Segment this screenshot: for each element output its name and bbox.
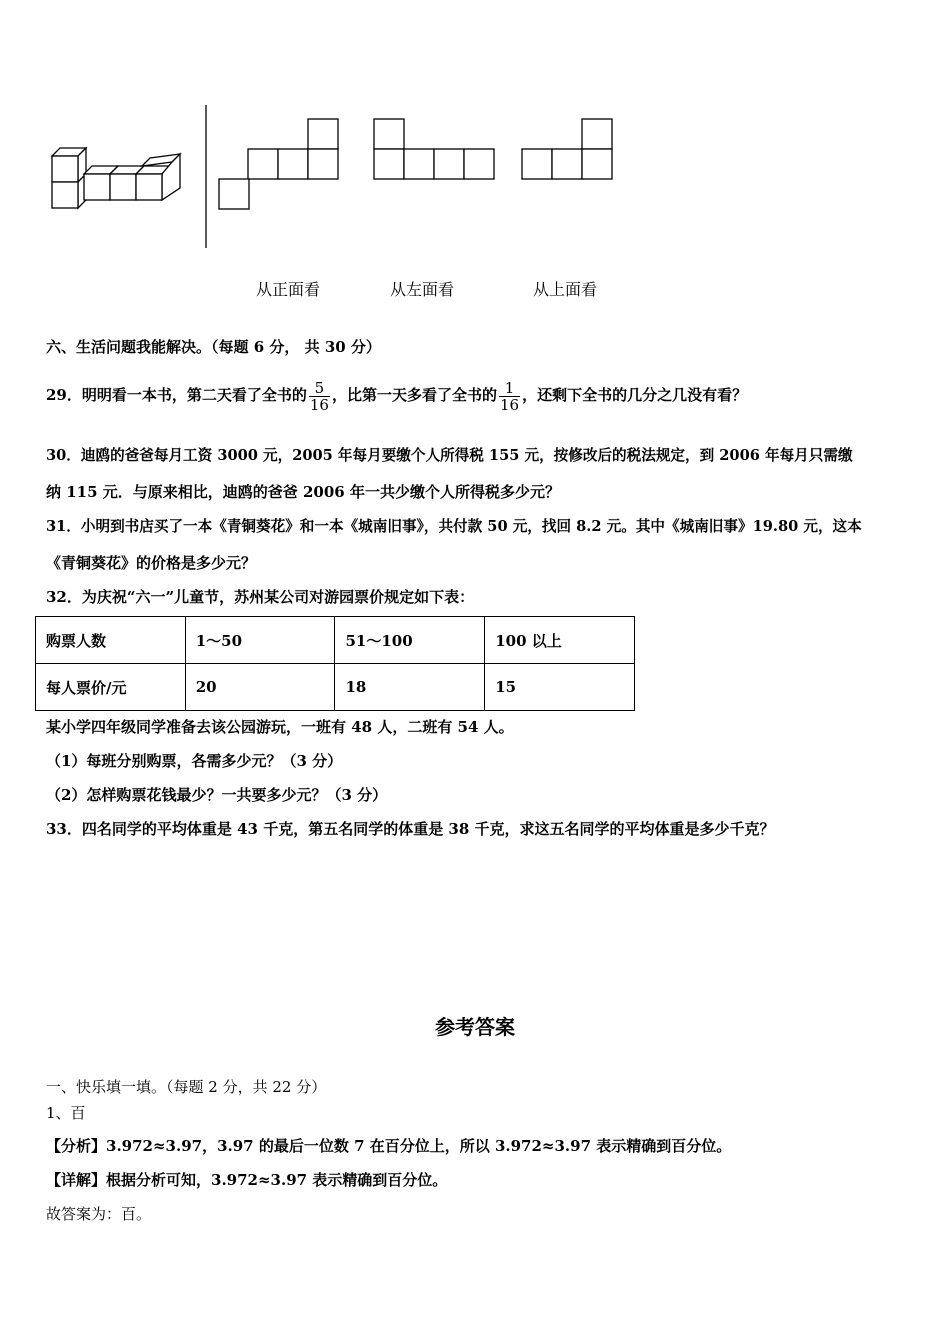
question-32-sub2: （2）怎样购票花钱最少？一共要多少元？（3 分） — [46, 786, 388, 804]
table-cell: 15 — [485, 664, 635, 711]
question-32-context: 某小学四年级同学准备去该公园游玩，一班有 48 人，二班有 54 人。 — [46, 718, 514, 736]
fraction-numerator: 1 — [499, 380, 520, 397]
question-32-sub1: （1）每班分别购票，各需多少元？（3 分） — [46, 752, 343, 770]
detail-line — [46, 1169, 447, 1190]
question-30-line1: 30．迪鸥的爸爸每月工资 3000 元，2005 年每月要缴个人所得税 155 元，按修改后的税法规定，到 2006 年每月只需缴 — [46, 447, 853, 464]
answers-section-heading: 一、快乐填一填。（每题 2 分，共 22 分） — [46, 1078, 327, 1096]
front-view-grid — [219, 119, 338, 209]
table-row — [36, 664, 635, 711]
fraction-denominator: 16 — [500, 395, 520, 414]
analysis-line — [46, 1135, 731, 1156]
q29-prefix: 29．明明看一本书，第二天看了全书的 — [46, 386, 307, 404]
question-31-line2: 《青铜葵花》的价格是多少元？ — [46, 554, 257, 572]
question-33: 33．四名同学的平均体重是 43 千克，第五名同学的体重是 38 千克，求这五名同学的平均体重是多少千克？ — [46, 820, 775, 838]
section-heading: 六、生活问题我能解决。（每题 6 分， 共 30 分） — [46, 338, 381, 356]
question-30-line2: 纳 115 元．与原来相比，迪鸥的爸爸 2006 年一共少缴个人所得税多少元？ — [46, 483, 560, 501]
top-view-grid — [522, 119, 612, 179]
fraction-denominator: 16 — [309, 395, 329, 414]
fraction-numerator: 5 — [309, 380, 330, 397]
table-cell: 每人票价/元 — [36, 664, 186, 711]
fraction-1-16 — [499, 380, 520, 413]
detail-text: 根据分析可知，3.972≈3.97 表示精确到百分位。 — [106, 1171, 448, 1189]
table-cell: 51～100 — [335, 617, 485, 664]
question-32-intro: 32．为庆祝“六一”儿童节，苏州某公司对游园票价规定如下表： — [46, 588, 475, 606]
q29-suffix: ，还剩下全书的几分之几没有看？ — [522, 386, 748, 404]
q29-middle: ，比第一天多看了全书的 — [331, 386, 497, 404]
ticket-price-table — [35, 616, 635, 711]
answers-title: 参考答案 — [435, 1015, 515, 1039]
left-view-grid — [374, 119, 494, 179]
fraction-5-16 — [309, 380, 330, 413]
table-cell: 20 — [185, 664, 335, 711]
analysis-text: 3.972≈3.97，3.97 的最后一位数 7 在百分位上，所以 3.972≈3.97 表示精确到百分位。 — [106, 1137, 732, 1155]
question-31-line1: 31．小明到书店买了一本《青铜葵花》和一本《城南旧事》，共付款 50 元，找回 8.2 元。其中《城南旧事》19.80 元，这本 — [46, 518, 862, 535]
analysis-tag: 【分析】 — [46, 1137, 107, 1155]
answer-1: 1、百 — [46, 1104, 86, 1122]
detail-tag: 【详解】 — [46, 1171, 107, 1189]
table-cell: 购票人数 — [36, 617, 186, 664]
table-row — [36, 617, 635, 664]
table-cell: 100 以上 — [485, 617, 635, 664]
cube-solid — [52, 148, 180, 208]
view-label-top: 从上面看 — [533, 280, 598, 299]
table-cell: 18 — [335, 664, 485, 711]
view-label-left: 从左面看 — [390, 280, 455, 299]
view-label-front: 从正面看 — [256, 280, 321, 299]
question-29 — [46, 362, 747, 428]
table-cell: 1～50 — [185, 617, 335, 664]
cube-views-figure — [0, 90, 650, 260]
conclusion-line: 故答案为：百。 — [46, 1205, 152, 1223]
